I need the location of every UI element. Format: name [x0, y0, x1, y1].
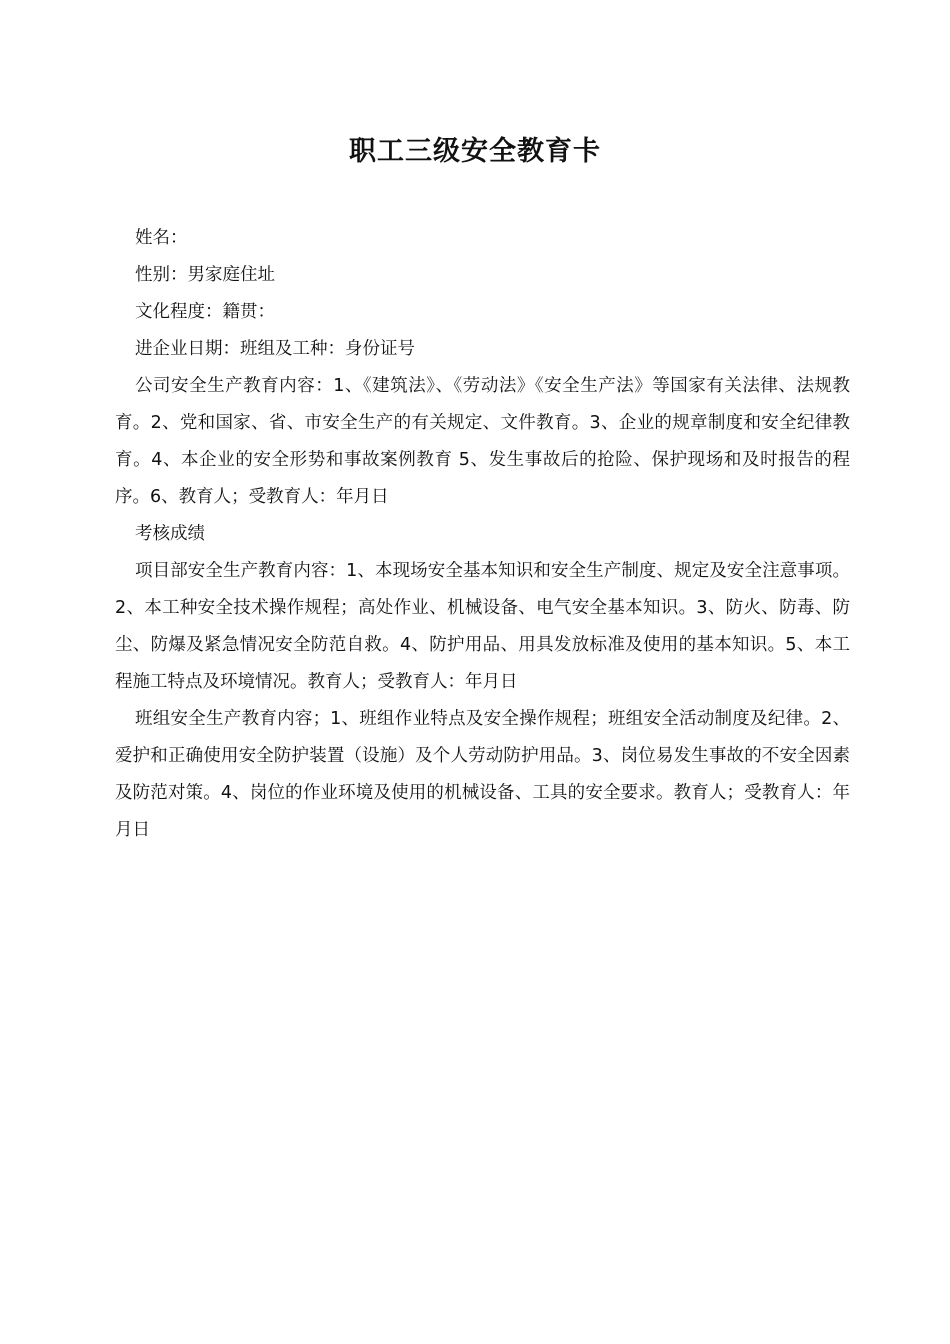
field-gender-address: 性别：男家庭住址 [135, 265, 275, 285]
page-title: 职工三级安全教育卡 [349, 136, 601, 167]
team-education-section: 班组安全生产教育内容；1、班组作业特点及安全操作规程；班组安全活动制度及纪律。2、爱护和正确使用安全防护装置（设施）及个人劳动防护用品。3、岗位易发生事故的不安全因素及防范对策。4、岗位的作业环境及使用的机械设备、工具的安全要求。教育人；受教育人：年月日 [115, 709, 850, 840]
field-education-origin: 文化程度：籍贯： [135, 302, 275, 322]
field-entry-team-id: 进企业日期：班组及工种：身份证号 [135, 339, 415, 359]
company-education-section: 公司安全生产教育内容：1、《建筑法》、《劳动法》《安全生产法》等国家有关法律、法规教育。2、党和国家、省、市安全生产的有关规定、文件教育。3、企业的规章制度和安全纪律教育。4、本企业的安全形势和事故案例教育 5、发生事故后的抢险、保护现场和及时报告的程序。6、教育人；受教育人：年月日 [115, 376, 850, 507]
document-body [115, 220, 850, 849]
field-name: 姓名： [135, 228, 188, 248]
project-education-section: 项目部安全生产教育内容：1、本现场安全基本知识和安全生产制度、规定及安全注意事项。2、本工种安全技术操作规程；高处作业、机械设备、电气安全基本知识。3、防火、防毒、防尘、防爆及紧急情况安全防范自救。4、防护用品、用具发放标准及使用的基本知识。5、本工程施工特点及环境情况。教育人；受教育人：年月日 [115, 561, 850, 692]
assessment-label: 考核成绩 [135, 524, 205, 544]
